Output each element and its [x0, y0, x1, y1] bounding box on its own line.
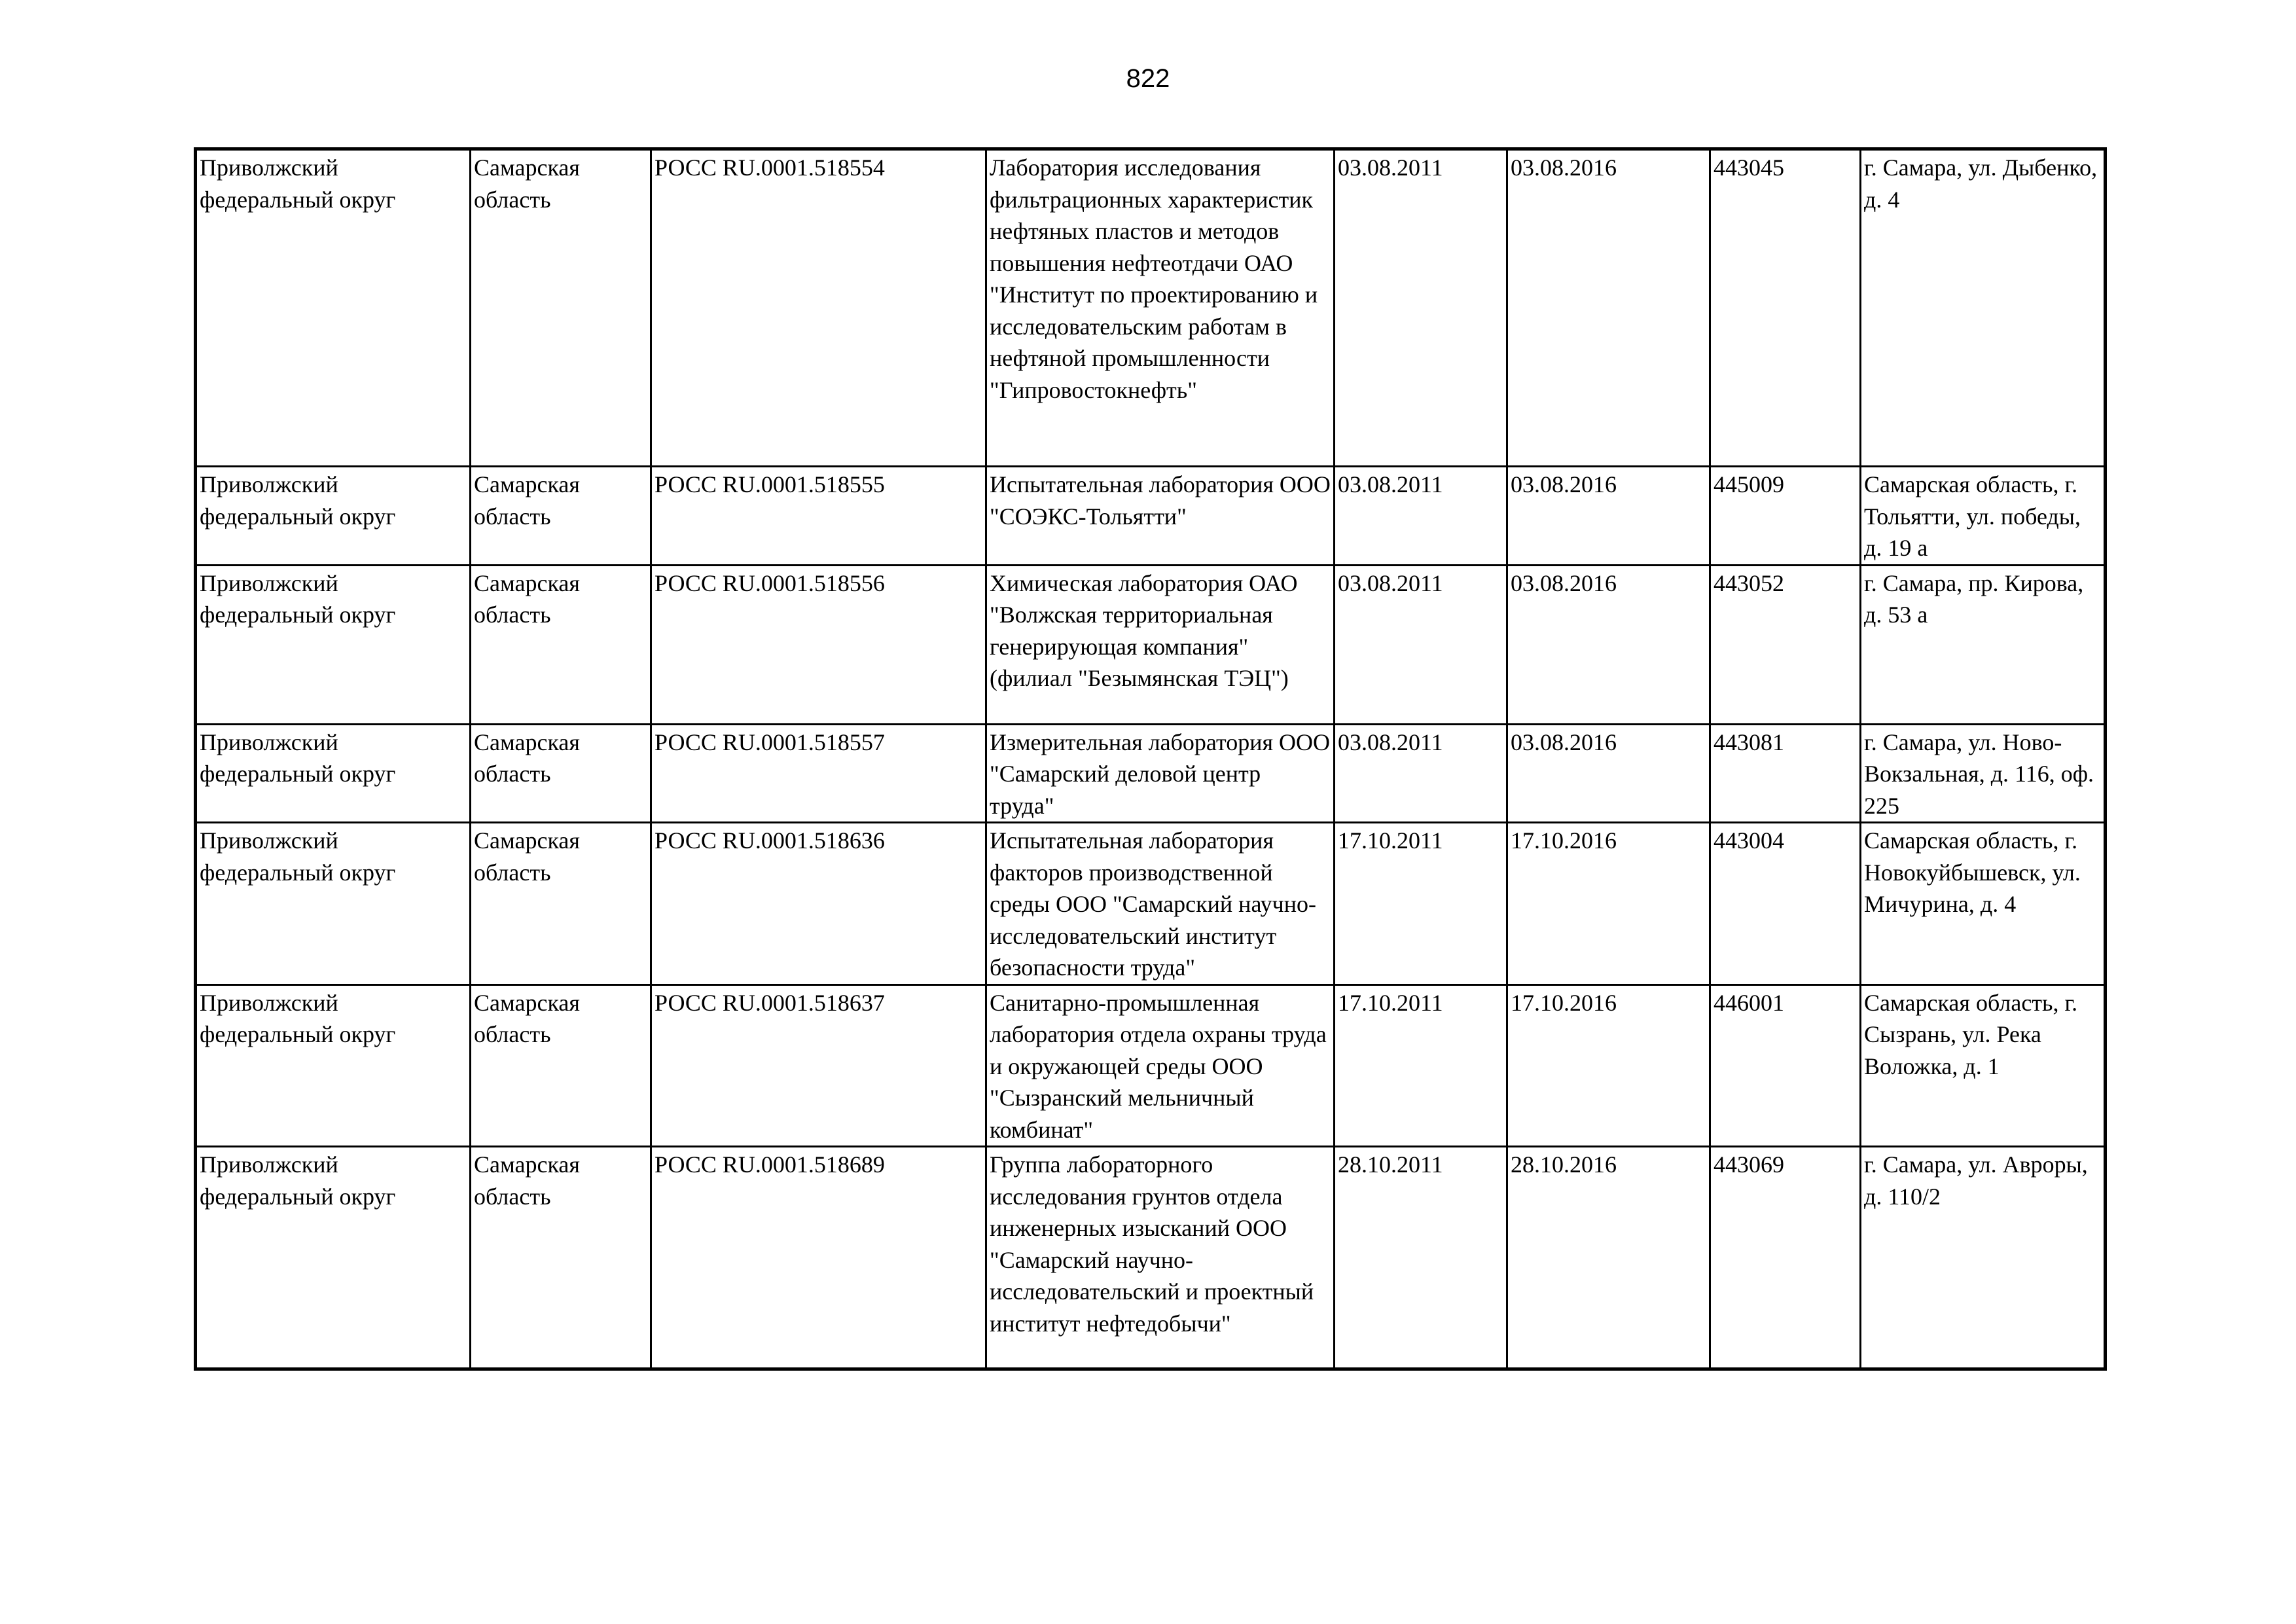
certificate-number-cell: РОСС RU.0001.518637: [651, 984, 986, 1147]
postal-index-cell: 443052: [1710, 565, 1861, 724]
region-cell: Самарская область: [471, 823, 651, 985]
accreditation-end-date-cell: 17.10.2016: [1507, 823, 1710, 985]
table-row: [196, 1147, 2106, 1369]
district-cell: Приволжский федеральный округ: [196, 724, 471, 823]
registry-table: [194, 147, 2107, 1371]
postal-index-cell: 445009: [1710, 467, 1861, 566]
laboratory-name-cell: Химическая лаборатория ОАО "Волжская территориальная генерирующая компания" (филиал "Безымянская ТЭЦ"): [986, 565, 1335, 724]
certificate-number-cell: РОСС RU.0001.518556: [651, 565, 986, 724]
certificate-number-cell: РОСС RU.0001.518636: [651, 823, 986, 985]
district-cell: Приволжский федеральный округ: [196, 149, 471, 467]
accreditation-end-date-cell: 17.10.2016: [1507, 984, 1710, 1147]
accreditation-end-date-cell: 03.08.2016: [1507, 149, 1710, 467]
accreditation-end-date-cell: 03.08.2016: [1507, 724, 1710, 823]
accreditation-end-date-cell: 03.08.2016: [1507, 467, 1710, 566]
postal-index-cell: 443004: [1710, 823, 1861, 985]
accreditation-start-date-cell: 03.08.2011: [1335, 149, 1507, 467]
table-row: [196, 724, 2106, 823]
address-cell: Самарская область, г. Новокуйбышевск, ул. Мичурина, д. 4: [1861, 823, 2106, 985]
laboratory-name-cell: Испытательная лаборатория ООО "СОЭКС-Тольятти": [986, 467, 1335, 566]
certificate-number-cell: РОСС RU.0001.518689: [651, 1147, 986, 1369]
district-cell: Приволжский федеральный округ: [196, 984, 471, 1147]
postal-index-cell: 443045: [1710, 149, 1861, 467]
accreditation-start-date-cell: 03.08.2011: [1335, 467, 1507, 566]
certificate-number-cell: РОСС RU.0001.518555: [651, 467, 986, 566]
region-cell: Самарская область: [471, 565, 651, 724]
region-cell: Самарская область: [471, 149, 651, 467]
table-row: [196, 149, 2106, 467]
laboratory-name-cell: Лаборатория исследования фильтрационных характеристик нефтяных пластов и методов повышения нефтеотдачи ОАО "Институт по проектированию и исследовательским работам в нефтяной промышленности "Гипровостокнефть": [986, 149, 1335, 467]
district-cell: Приволжский федеральный округ: [196, 1147, 471, 1369]
address-cell: г. Самара, ул. Дыбенко, д. 4: [1861, 149, 2106, 467]
laboratory-name-cell: Измерительная лаборатория ООО "Самарский деловой центр труда": [986, 724, 1335, 823]
region-cell: Самарская область: [471, 1147, 651, 1369]
accreditation-start-date-cell: 17.10.2011: [1335, 984, 1507, 1147]
district-cell: Приволжский федеральный округ: [196, 823, 471, 985]
laboratory-name-cell: Группа лабораторного исследования грунтов отдела инженерных изысканий ООО "Самарский научно-исследовательский и проектный институт нефтедобычи": [986, 1147, 1335, 1369]
certificate-number-cell: РОСС RU.0001.518557: [651, 724, 986, 823]
accreditation-end-date-cell: 03.08.2016: [1507, 565, 1710, 724]
address-cell: г. Самара, ул. Авроры, д. 110/2: [1861, 1147, 2106, 1369]
address-cell: Самарская область, г. Тольятти, ул. победы, д. 19 а: [1861, 467, 2106, 566]
accreditation-end-date-cell: 28.10.2016: [1507, 1147, 1710, 1369]
postal-index-cell: 443069: [1710, 1147, 1861, 1369]
address-cell: Самарская область, г. Сызрань, ул. Река Воложка, д. 1: [1861, 984, 2106, 1147]
accreditation-start-date-cell: 03.08.2011: [1335, 565, 1507, 724]
laboratory-name-cell: Испытательная лаборатория факторов производственной среды ООО "Самарский научно-исследовательский институт безопасности труда": [986, 823, 1335, 985]
accreditation-start-date-cell: 28.10.2011: [1335, 1147, 1507, 1369]
region-cell: Самарская область: [471, 467, 651, 566]
certificate-number-cell: РОСС RU.0001.518554: [651, 149, 986, 467]
accreditation-start-date-cell: 17.10.2011: [1335, 823, 1507, 985]
accreditation-start-date-cell: 03.08.2011: [1335, 724, 1507, 823]
table-row: [196, 467, 2106, 566]
region-cell: Самарская область: [471, 984, 651, 1147]
laboratory-name-cell: Санитарно-промышленная лаборатория отдела охраны труда и окружающей среды ООО "Сызранский мельничный комбинат": [986, 984, 1335, 1147]
postal-index-cell: 446001: [1710, 984, 1861, 1147]
table-row: [196, 823, 2106, 985]
table-row: [196, 565, 2106, 724]
table-row: [196, 984, 2106, 1147]
address-cell: г. Самара, пр. Кирова, д. 53 а: [1861, 565, 2106, 724]
region-cell: Самарская область: [471, 724, 651, 823]
district-cell: Приволжский федеральный округ: [196, 565, 471, 724]
page-number: 822: [1126, 64, 1170, 93]
address-cell: г. Самара, ул. Ново-Вокзальная, д. 116, оф. 225: [1861, 724, 2106, 823]
postal-index-cell: 443081: [1710, 724, 1861, 823]
district-cell: Приволжский федеральный округ: [196, 467, 471, 566]
